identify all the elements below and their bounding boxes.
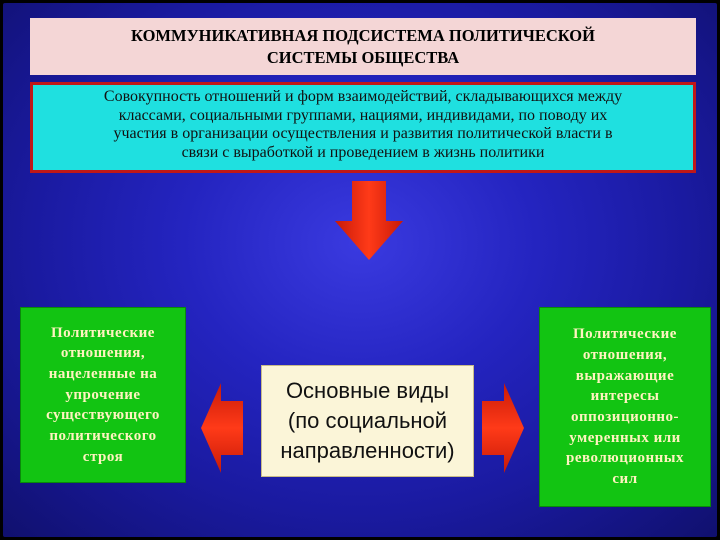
title-box xyxy=(30,18,696,75)
definition-text: Совокупность отношений и форм взаимодействий, складывающихся между классами, социальными группами, нациями, индивидами, по поводу их участия в организации осуществления и развития политической власти в связи с выработкой и проведением в жизнь политики xyxy=(103,88,623,161)
arrow-right-icon xyxy=(482,383,524,473)
arrow-left-icon xyxy=(201,383,243,473)
center-text: Основные виды (по социальной направленности) xyxy=(280,378,455,463)
left-relations-box xyxy=(20,307,186,483)
slide-title: КОММУНИКАТИВНАЯ ПОДСИСТЕМА ПОЛИТИЧЕСКОЙ СИСТЕМЫ ОБЩЕСТВА xyxy=(131,26,595,67)
arrow-down-icon xyxy=(333,181,405,261)
right-relations-box xyxy=(539,307,711,507)
center-box xyxy=(261,365,474,477)
right-relations-text: Политические отношения, выражающие интересы оппозиционно- умеренных или революционных сил xyxy=(566,326,684,488)
definition-box xyxy=(30,82,696,173)
slide-background xyxy=(3,3,717,537)
left-relations-text: Политические отношения, нацеленные на упрочение существующего политического строя xyxy=(46,324,160,465)
